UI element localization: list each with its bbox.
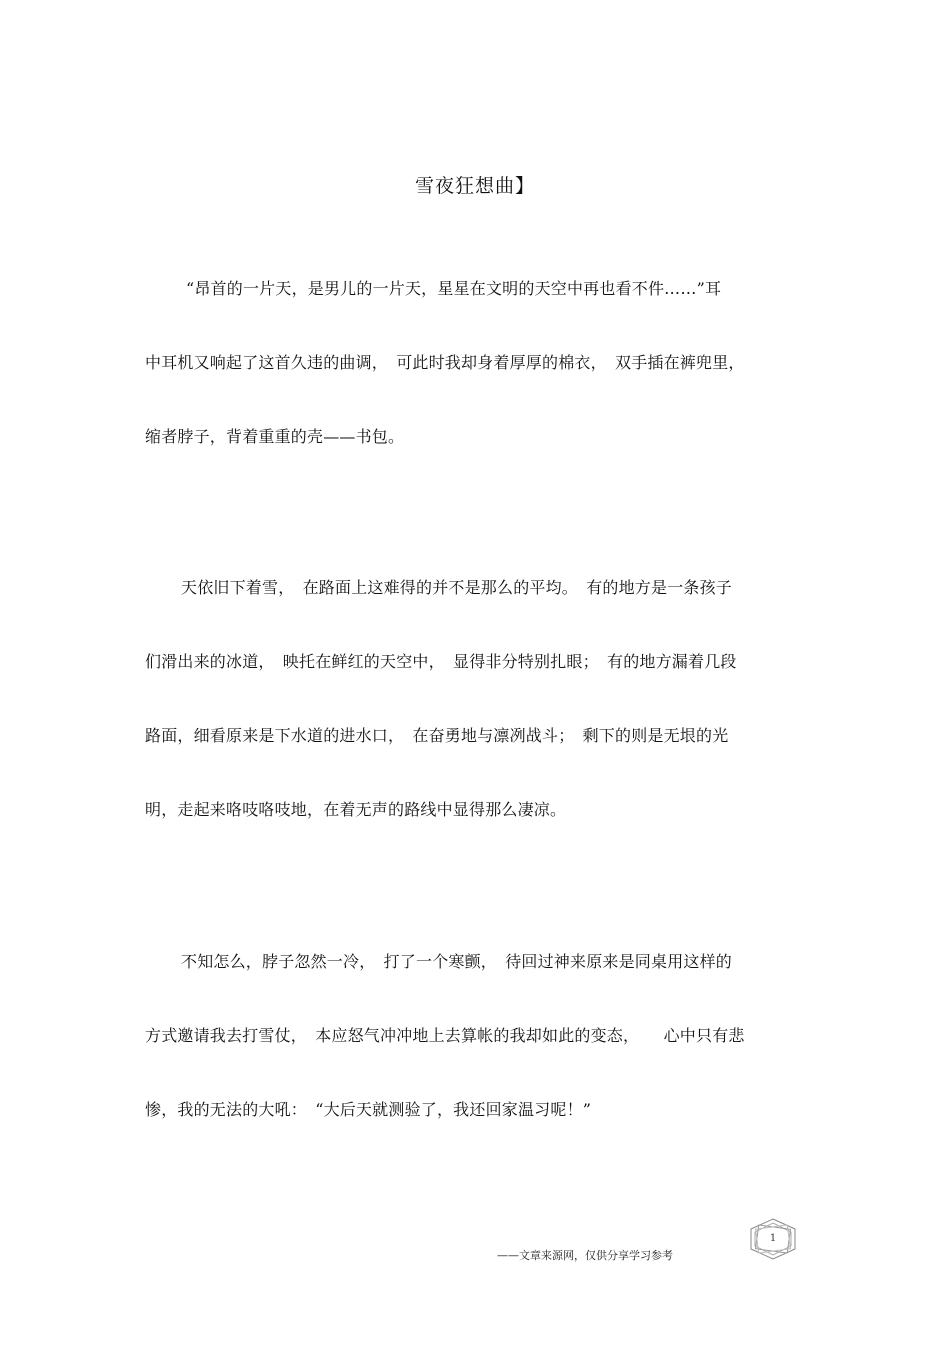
paragraph-2-line-1: 天依旧下着雪， 在路面上这难得的并不是那么的平均。 有的地方是一条孩子: [181, 578, 733, 597]
paragraph-1-line-3: 缩者脖子，背着重重的壳——书包。: [145, 427, 405, 446]
footer-source-note: ——文章来源网，仅供分享学习参考: [497, 1249, 673, 1262]
paragraph-2-line-4: 明，走起来咯吱咯吱地，在着无声的路线中显得那么凄凉。: [145, 800, 567, 819]
paragraph-3-line-3: 惨，我的无法的大吼： “大后天就测验了，我还回家温习呢！”: [145, 1100, 592, 1119]
page-title: 雪夜狂想曲】: [414, 175, 535, 197]
paragraph-2-line-3: 路面，细看原来是下水道的进水口， 在奋勇地与凛冽战斗； 剩下的则是无垠的光: [145, 726, 729, 745]
paragraph-3-line-2: 方式邀请我去打雪仗， 本应怒气冲冲地上去算帐的我却如此的变态， 心中只有悲: [145, 1026, 745, 1045]
paragraph-1-line-2: 中耳机又响起了这首久违的曲调， 可此时我却身着厚厚的棉衣， 双手插在裤兜里，: [145, 353, 745, 372]
paragraph-3-line-1: 不知怎么，脖子忽然一冷， 打了一个寒颤， 待回过神来原来是同桌用这样的: [181, 952, 733, 971]
page-number: 1: [769, 1233, 777, 1244]
paragraph-1-line-1: “昂首的一片天，是男儿的一片天，星星在文明的天空中再也看不件……”耳: [186, 279, 722, 298]
paragraph-2-line-2: 们滑出来的冰道， 映托在鲜红的天空中， 显得非分特别扎眼； 有的地方漏着几段: [145, 652, 737, 671]
